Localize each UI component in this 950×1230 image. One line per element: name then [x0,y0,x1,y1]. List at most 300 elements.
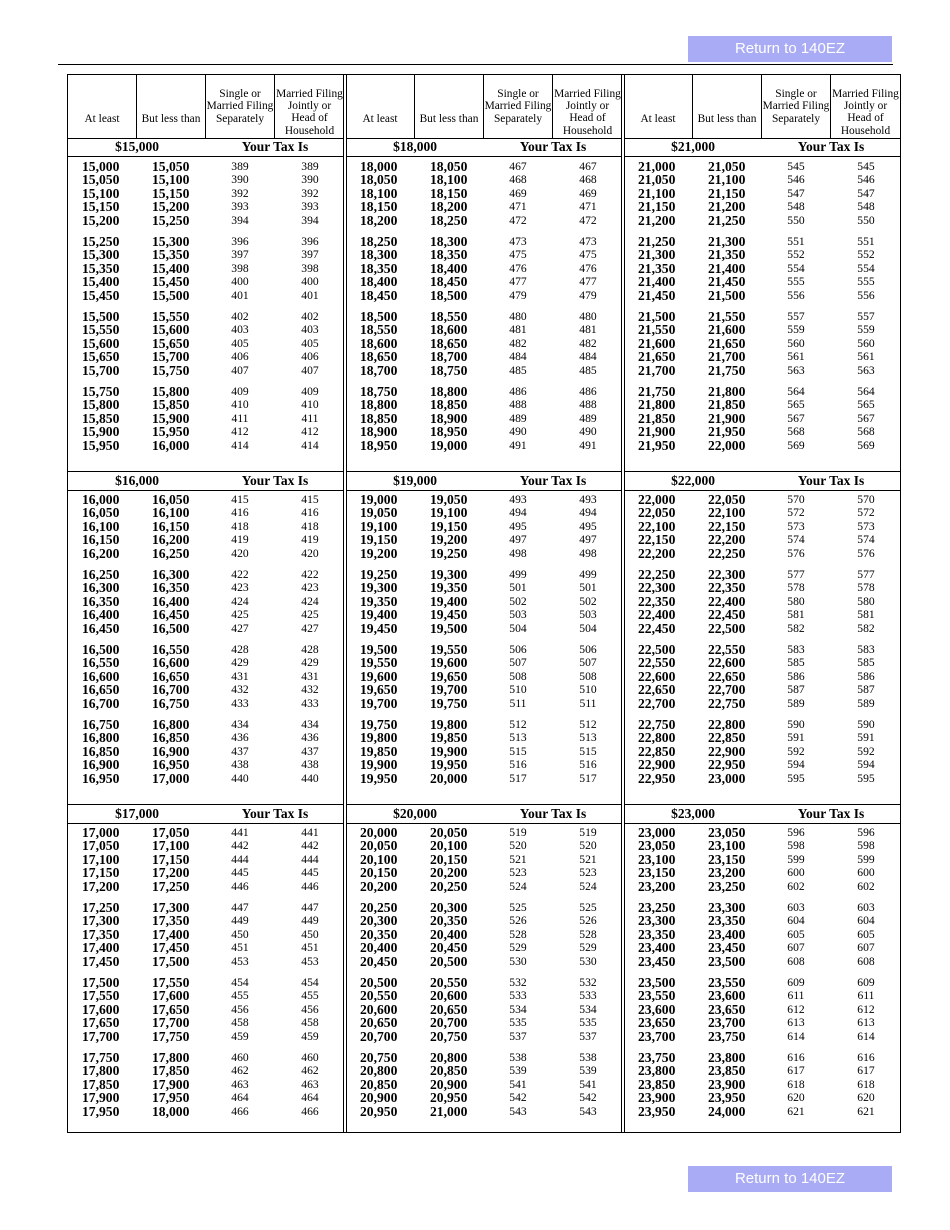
at-least-cell: 18,550 [360,322,398,338]
married-tax-cell: 618 [857,1077,875,1091]
but-less-than-cell: 17,200 [152,865,190,881]
at-least-cell: 16,100 [82,518,120,534]
single-tax-cell: 469 [509,186,527,200]
block-title [68,471,344,491]
married-tax-cell: 458 [301,1016,319,1030]
married-tax-cell: 614 [857,1029,875,1043]
table-row [68,758,344,771]
block-income-amount: $16,000 [115,473,159,488]
but-less-than-cell: 18,000 [152,1103,190,1119]
single-tax-cell: 488 [509,398,527,412]
table-row [68,656,344,669]
single-tax-cell: 490 [509,425,527,439]
single-tax-cell: 412 [231,425,249,439]
single-tax-cell: 453 [231,954,249,968]
at-least-cell: 21,700 [638,362,676,378]
single-tax-cell: 517 [509,771,527,785]
but-less-than-cell: 15,800 [152,384,190,399]
married-tax-cell: 611 [857,989,875,1003]
at-least-cell: 16,950 [82,770,120,786]
single-tax-cell: 511 [509,696,527,710]
married-tax-cell: 621 [857,1104,875,1118]
table-row [68,398,344,411]
married-tax-cell: 466 [301,1104,319,1118]
header-married-filing-jointly-or-head-of-household [831,75,900,138]
but-less-than-cell: 23,300 [708,900,746,915]
at-least-cell: 18,850 [360,410,398,426]
married-tax-cell: 471 [579,200,597,214]
but-less-than-cell: 20,250 [430,878,468,894]
single-tax-cell: 529 [509,941,527,955]
header-at-least-text: At least [640,112,676,125]
at-least-cell: 16,550 [82,655,120,671]
single-tax-cell: 442 [231,839,249,853]
table-row [68,439,344,452]
married-tax-cell: 541 [579,1077,597,1091]
but-less-than-cell: 17,050 [152,825,190,840]
married-tax-cell: 594 [857,758,875,772]
header-but-less-than-text: But less than [141,112,201,125]
but-less-than-cell: 20,950 [430,1090,468,1106]
table-row [624,337,900,350]
return-to-140ez-button[interactable]: Return to 140EZ [688,36,892,62]
at-least-cell: 22,150 [638,532,676,548]
table-row [624,160,900,173]
table-row [346,643,622,656]
at-least-cell: 19,600 [360,668,398,684]
at-least-cell: 17,750 [82,1050,120,1065]
but-less-than-cell: 16,700 [152,682,190,698]
married-tax-cell: 476 [579,261,597,275]
married-tax-cell: 429 [301,656,319,670]
but-less-than-cell: 16,450 [152,607,190,623]
at-least-cell: 18,500 [360,309,398,324]
but-less-than-cell: 16,850 [152,730,190,746]
married-tax-cell: 572 [857,506,875,520]
at-least-cell: 18,400 [360,274,398,290]
table-panel [346,75,622,1132]
header-single-or-married-filing-separately [484,75,553,138]
single-tax-cell: 499 [509,568,527,581]
at-least-cell: 22,350 [638,593,676,609]
single-tax-cell: 574 [787,533,805,547]
at-least-cell: 20,400 [360,940,398,956]
table-row [68,235,344,248]
table-row [346,656,622,669]
at-least-cell: 15,950 [82,437,120,453]
single-tax-cell: 403 [231,323,249,337]
single-tax-cell: 526 [509,914,527,928]
at-least-cell: 15,400 [82,274,120,290]
table-row [346,955,622,968]
table-row [346,173,622,186]
table-row [346,1016,622,1029]
at-least-cell: 22,500 [638,642,676,657]
married-tax-cell: 617 [857,1064,875,1078]
table-row [624,880,900,893]
at-least-cell: 16,850 [82,743,120,759]
single-tax-cell: 449 [231,914,249,928]
at-least-cell: 19,450 [360,620,398,636]
married-tax-cell: 534 [579,1002,597,1016]
married-tax-cell: 555 [857,275,875,289]
at-least-cell: 19,200 [360,545,398,561]
married-tax-cell: 402 [301,310,319,323]
but-less-than-cell: 21,650 [708,335,746,351]
income-block [624,804,900,1137]
table-row [68,853,344,866]
at-least-cell: 17,550 [82,988,120,1004]
but-less-than-cell: 18,900 [430,410,468,426]
table-row [346,608,622,621]
at-least-cell: 21,400 [638,274,676,290]
married-tax-cell: 447 [301,901,319,914]
but-less-than-cell: 18,750 [430,362,468,378]
single-tax-cell: 573 [787,519,805,533]
but-less-than-cell: 15,600 [152,322,190,338]
single-tax-cell: 565 [787,398,805,412]
single-tax-cell: 591 [787,731,805,745]
at-least-cell: 19,350 [360,593,398,609]
single-tax-cell: 521 [509,852,527,866]
single-tax-cell: 546 [787,173,805,187]
single-tax-cell: 484 [509,350,527,364]
header-single-or-married-filing-separately [762,75,831,138]
income-block [346,138,622,471]
single-tax-cell: 581 [787,608,805,622]
header-married-filing-jointly-or-head-of-household [275,75,344,138]
but-less-than-cell: 16,000 [152,437,190,453]
married-tax-cell: 516 [579,758,597,772]
but-less-than-cell: 21,400 [708,260,746,276]
header-at-least [624,75,693,138]
at-least-cell: 17,650 [82,1015,120,1031]
single-tax-cell: 432 [231,683,249,697]
return-to-140ez-button-bottom[interactable]: Return to 140EZ [688,1166,892,1192]
married-tax-cell: 550 [857,213,875,227]
at-least-cell: 17,250 [82,900,120,915]
at-least-cell: 22,850 [638,743,676,759]
married-tax-cell: 455 [301,989,319,1003]
single-tax-cell: 525 [509,901,527,914]
table-row [346,622,622,635]
married-tax-cell: 401 [301,288,319,302]
married-tax-cell: 512 [579,718,597,731]
at-least-cell: 22,700 [638,695,676,711]
at-least-cell: 21,900 [638,424,676,440]
at-least-cell: 17,950 [82,1103,120,1119]
married-tax-cell: 433 [301,696,319,710]
but-less-than-cell: 18,450 [430,274,468,290]
table-row [624,412,900,425]
married-tax-cell: 442 [301,839,319,853]
at-least-cell: 20,550 [360,988,398,1004]
but-less-than-cell: 20,900 [430,1076,468,1092]
married-tax-cell: 456 [301,1002,319,1016]
table-row [68,989,344,1002]
at-least-cell: 17,100 [82,851,120,867]
married-tax-cell: 599 [857,852,875,866]
single-tax-cell: 402 [231,310,249,323]
single-tax-cell: 621 [787,1104,805,1118]
married-tax-cell: 616 [857,1051,875,1064]
header-at-least [346,75,415,138]
table-row [624,350,900,363]
married-tax-cell: 567 [857,411,875,425]
but-less-than-cell: 15,400 [152,260,190,276]
at-least-cell: 18,000 [360,159,398,174]
at-least-cell: 19,250 [360,567,398,582]
but-less-than-cell: 23,850 [708,1063,746,1079]
table-row [624,173,900,186]
at-least-cell: 21,750 [638,384,676,399]
table-row [68,187,344,200]
married-tax-cell: 459 [301,1029,319,1043]
table-row [68,275,344,288]
header-single-or-married-filing-separately-text: Single or Married Filing Separately [762,88,830,125]
table-row [68,976,344,989]
married-tax-cell: 546 [857,173,875,187]
single-tax-cell: 560 [787,336,805,350]
table-row [624,506,900,519]
single-tax-cell: 530 [509,954,527,968]
married-tax-cell: 464 [301,1091,319,1105]
but-less-than-cell: 17,850 [152,1063,190,1079]
but-less-than-cell: 20,650 [430,1001,468,1017]
at-least-cell: 15,600 [82,335,120,351]
but-less-than-cell: 23,800 [708,1050,746,1065]
married-tax-cell: 422 [301,568,319,581]
but-less-than-cell: 16,100 [152,505,190,521]
table-row [346,533,622,546]
married-tax-cell: 524 [579,879,597,893]
at-least-cell: 21,950 [638,437,676,453]
but-less-than-cell: 15,650 [152,335,190,351]
at-least-cell: 21,150 [638,199,676,215]
income-block [68,804,344,1137]
at-least-cell: 18,900 [360,424,398,440]
at-least-cell: 23,750 [638,1050,676,1065]
single-tax-cell: 447 [231,901,249,914]
but-less-than-cell: 23,400 [708,926,746,942]
but-less-than-cell: 15,900 [152,410,190,426]
single-tax-cell: 464 [231,1091,249,1105]
but-less-than-cell: 16,050 [152,492,190,507]
married-tax-cell: 407 [301,363,319,377]
but-less-than-cell: 22,000 [708,437,746,453]
but-less-than-cell: 21,500 [708,287,746,303]
at-least-cell: 21,300 [638,247,676,263]
married-tax-cell: 469 [579,186,597,200]
table-row [346,745,622,758]
header-at-least-text: At least [84,112,120,125]
married-tax-cell: 437 [301,744,319,758]
but-less-than-cell: 16,350 [152,580,190,596]
single-tax-cell: 589 [787,696,805,710]
but-less-than-cell: 15,450 [152,274,190,290]
but-less-than-cell: 21,750 [708,362,746,378]
married-tax-cell: 507 [579,656,597,670]
but-less-than-cell: 15,150 [152,185,190,201]
but-less-than-cell: 18,700 [430,349,468,365]
married-tax-cell: 438 [301,758,319,772]
at-least-cell: 19,950 [360,770,398,786]
table-row [346,364,622,377]
table-row [68,622,344,635]
married-tax-cell: 479 [579,288,597,302]
married-tax-cell: 511 [579,696,597,710]
at-least-cell: 23,150 [638,865,676,881]
single-tax-cell: 416 [231,506,249,520]
at-least-cell: 22,300 [638,580,676,596]
married-tax-cell: 589 [857,696,875,710]
at-least-cell: 22,000 [638,492,676,507]
married-tax-cell: 530 [579,954,597,968]
married-tax-cell: 412 [301,425,319,439]
at-least-cell: 16,800 [82,730,120,746]
but-less-than-cell: 19,800 [430,717,468,732]
but-less-than-cell: 22,350 [708,580,746,596]
single-tax-cell: 537 [509,1029,527,1043]
single-tax-cell: 414 [231,438,249,452]
single-tax-cell: 569 [787,438,805,452]
single-tax-cell: 599 [787,852,805,866]
your-tax-is-label: Your Tax Is [519,473,587,488]
table-row [68,1105,344,1118]
single-tax-cell: 498 [509,546,527,560]
at-least-cell: 19,100 [360,518,398,534]
married-tax-cell: 481 [579,323,597,337]
but-less-than-cell: 19,650 [430,668,468,684]
but-less-than-cell: 22,850 [708,730,746,746]
table-row [624,622,900,635]
table-row [346,866,622,879]
married-tax-cell: 602 [857,879,875,893]
but-less-than-cell: 20,200 [430,865,468,881]
table-row [68,866,344,879]
single-tax-cell: 577 [787,568,805,581]
table-row [624,323,900,336]
single-tax-cell: 620 [787,1091,805,1105]
at-least-cell: 15,450 [82,287,120,303]
married-tax-cell: 539 [579,1064,597,1078]
married-tax-cell: 551 [857,235,875,248]
income-block [624,471,900,804]
at-least-cell: 15,750 [82,384,120,399]
but-less-than-cell: 17,400 [152,926,190,942]
block-title [346,138,622,157]
at-least-cell: 23,100 [638,851,676,867]
married-tax-cell: 390 [301,173,319,187]
table-row [624,581,900,594]
table-row [624,745,900,758]
at-least-cell: 15,700 [82,362,120,378]
married-tax-cell: 561 [857,350,875,364]
at-least-cell: 17,350 [82,926,120,942]
but-less-than-cell: 15,050 [152,159,190,174]
at-least-cell: 15,000 [82,159,120,174]
single-tax-cell: 557 [787,310,805,323]
single-tax-cell: 545 [787,160,805,173]
table-row [68,1091,344,1104]
but-less-than-cell: 17,650 [152,1001,190,1017]
at-least-cell: 23,450 [638,953,676,969]
table-row [68,262,344,275]
but-less-than-cell: 17,350 [152,913,190,929]
married-tax-cell: 449 [301,914,319,928]
single-tax-cell: 618 [787,1077,805,1091]
single-tax-cell: 405 [231,336,249,350]
at-least-cell: 18,950 [360,437,398,453]
married-tax-cell: 488 [579,398,597,412]
married-tax-cell: 609 [857,976,875,989]
but-less-than-cell: 20,100 [430,838,468,854]
married-tax-cell: 497 [579,533,597,547]
at-least-cell: 19,700 [360,695,398,711]
married-tax-cell: 428 [301,643,319,656]
single-tax-cell: 445 [231,866,249,880]
single-tax-cell: 473 [509,235,527,248]
married-tax-cell: 432 [301,683,319,697]
at-least-cell: 21,250 [638,234,676,249]
married-tax-cell: 445 [301,866,319,880]
married-tax-cell: 503 [579,608,597,622]
table-row [624,914,900,927]
single-tax-cell: 400 [231,275,249,289]
married-tax-cell: 517 [579,771,597,785]
married-tax-cell: 480 [579,310,597,323]
table-row [68,323,344,336]
table-row [346,826,622,839]
block-income-amount: $22,000 [671,473,715,488]
at-least-cell: 15,650 [82,349,120,365]
single-tax-cell: 534 [509,1002,527,1016]
married-tax-cell: 427 [301,621,319,635]
table-row [346,385,622,398]
single-tax-cell: 515 [509,744,527,758]
single-tax-cell: 427 [231,621,249,635]
block-title [346,471,622,491]
married-tax-cell: 403 [301,323,319,337]
but-less-than-cell: 17,300 [152,900,190,915]
single-tax-cell: 533 [509,989,527,1003]
single-tax-cell: 456 [231,1002,249,1016]
table-row [68,880,344,893]
but-less-than-cell: 20,450 [430,940,468,956]
at-least-cell: 17,050 [82,838,120,854]
table-row [68,839,344,852]
married-tax-cell: 596 [857,826,875,839]
married-tax-cell: 523 [579,866,597,880]
but-less-than-cell: 18,150 [430,185,468,201]
table-row [68,914,344,927]
single-tax-cell: 548 [787,200,805,214]
table-row [346,439,622,452]
single-tax-cell: 466 [231,1104,249,1118]
but-less-than-cell: 18,600 [430,322,468,338]
single-tax-cell: 489 [509,411,527,425]
married-tax-cell: 547 [857,186,875,200]
table-row [624,248,900,261]
married-tax-cell: 434 [301,718,319,731]
but-less-than-cell: 21,150 [708,185,746,201]
married-tax-cell: 515 [579,744,597,758]
table-row [68,1064,344,1077]
at-least-cell: 22,400 [638,607,676,623]
at-least-cell: 23,550 [638,988,676,1004]
but-less-than-cell: 17,800 [152,1050,190,1065]
table-row [68,731,344,744]
